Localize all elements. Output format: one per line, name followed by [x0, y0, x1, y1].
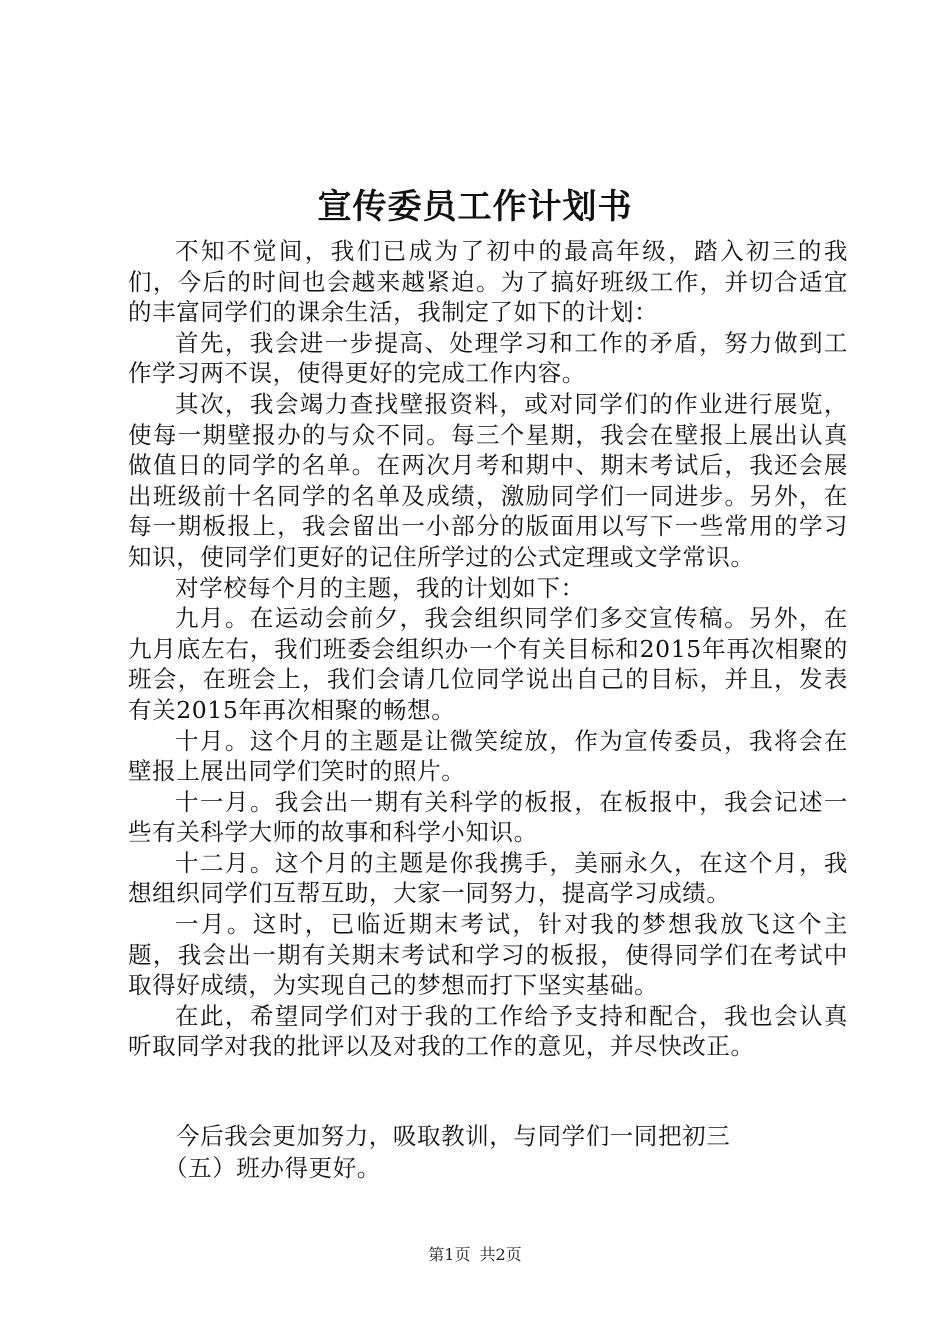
page-title: 宣传委员工作计划书: [317, 187, 633, 227]
page-number: 第1页: [428, 1245, 471, 1264]
paragraph-conclusion: 在此，希望同学们对于我的工作给予支持和配合，我也会认真听取同学对我的批评以及对我的工作的意见，并尽快改正。: [128, 1001, 848, 1061]
paragraph-first: 首先，我会进一步提高、处理学习和工作的矛盾，努力做到工作学习两不误，使得更好的完成工作内容。: [128, 328, 848, 388]
paragraph-october: 十月。这个月的主题是让微笑绽放，作为宣传委员，我将会在壁报上展出同学们笑时的照片。: [128, 726, 848, 786]
closing-block: [128, 1120, 828, 1184]
paragraph-december: 十二月。这个月的主题是你我携手，美丽永久，在这个月，我想组织同学们互帮互助，大家一同努力，提高学习成绩。: [128, 848, 848, 908]
paragraph-monthly-intro: 对学校每个月的主题，我的计划如下：: [175, 573, 585, 602]
closing-line: （五）班办得更好。: [164, 1154, 381, 1182]
paragraph-intro: 不知不觉间，我们已成为了初中的最高年级，踏入初三的我们，今后的时间也会越来越紧迫。为了搞好班级工作，并切合适宜的丰富同学们的课余生活，我制定了如下的计划：: [128, 237, 848, 327]
page-total: 共2页: [479, 1245, 522, 1264]
paragraph-january: 一月。这时，已临近期末考试，针对我的梦想我放飞这个主题，我会出一期有关期末考试和学习的板报，使得同学们在考试中取得好成绩，为实现自己的梦想而打下坚实基础。: [128, 910, 848, 1000]
page-footer: [0, 1244, 950, 1266]
paragraph-september: 九月。在运动会前夕，我会组织同学们多交宣传稿。另外，在九月底左右，我们班委会组织办一个有关目标和2015年再次相聚的班会，在班会上，我们会请几位同学说出自己的目标，并且，发表有关2015年再次相聚的畅想。: [128, 604, 848, 724]
paragraph-second: 其次，我会竭力查找壁报资料，或对同学们的作业进行展览，使每一期壁报办的与众不同。每三个星期，我会在壁报上展出认真做值日的同学的名单。在两次月考和期中、期末考试后，我还会展出班级前十名同学的名单及成绩，激励同学们一同进步。另外，在每一期板报上，我会留出一小部分的版面用以写下一些常用的学习知识，使同学们更好的记住所学过的公式定理或文学常识。: [128, 389, 848, 571]
closing-line: 今后我会更加努力，吸取教训，与同学们一同把初三: [176, 1122, 731, 1150]
paragraph-november: 十一月。我会出一期有关科学的板报，在板报中，我会记述一些有关科学大师的故事和科学小知识。: [128, 787, 848, 847]
document-body: [128, 236, 848, 1062]
